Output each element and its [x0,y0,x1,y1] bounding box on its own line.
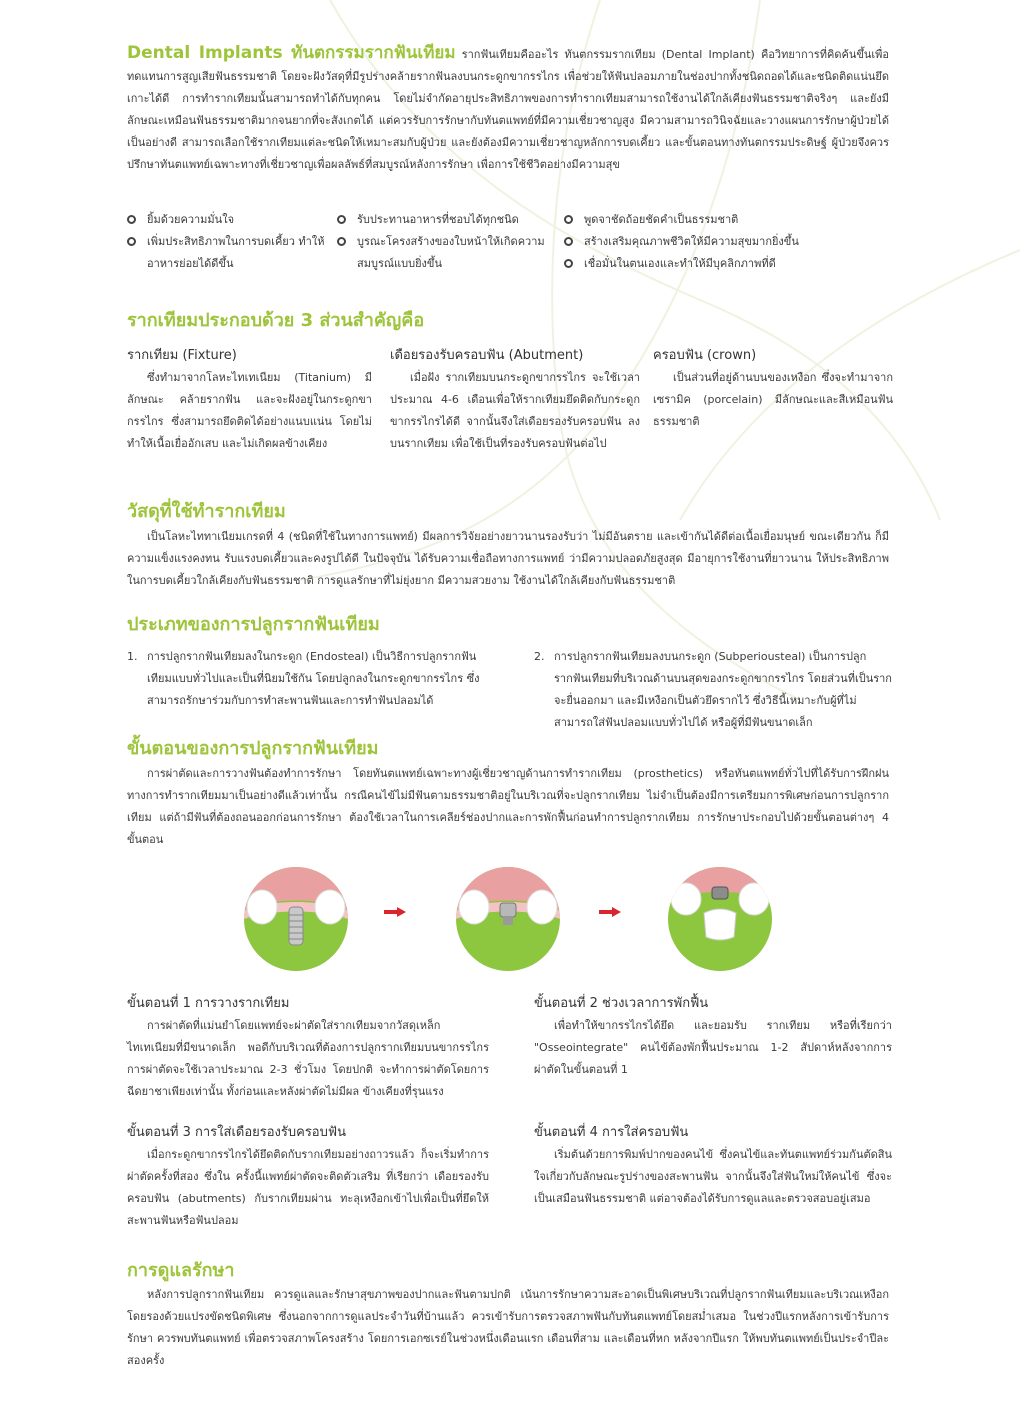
item-number: 2. [534,650,545,663]
item-number: 1. [127,650,138,663]
arrow-right-icon [384,907,406,917]
step-title: ขั้นตอนที่ 1 การวางรากเทียม [127,996,290,1011]
step-3 [127,1122,489,1232]
step-text: การผ่าตัดที่แม่นยำโดยแพทย์จะผ่าตัดใส่รากเทียมจากวัสดุเหล็กไทเทเนียมที่มีขนาดเล็ก พอดีกับบริเวณที่ต้องการปลูกรากเทียมบนขากรรไกร การผ่าตัดจะใช้เวลาประมาณ 2-3 ชั่วโมง โดยปกติ จะทำการผ่าตัดโดยการฉีดยาชาเพียงเท่านั้น ทั้งก่อนและหลังผ่าตัดไม่มีผล ข้างเคียงที่รุนแรง [127,1019,489,1098]
procedure-text: การผ่าตัดและการวางฟันต้องทำการรักษา โดยทันตแพทย์เฉพาะทางผู้เชี่ยวชาญด้านการทำรากเทียม (prosthetics) หรือทันตแพทย์ทั่วไปที่ได้รับการฝึกฝนทางการทำรากเทียมมาเป็นอย่างดีแล้วเท่านั้น กรณีคนไข้ไม่มีฟันตามธรรมชาติอยู่ในบริเวณที่จะปลูกรากเทียม ไม่จำเป็นต้องมีการเตรียมการพิเศษก่อนการปลูกรากเทียม แต่ถ้ามีฟันที่ต้องถอนออกก่อนการรักษา ต้องใช้เวลาในการเคลียร์ช่องปากและการพักฟื้นก่อนทำการปลูกรากเทียม การรักษาประกอบไปด้วยขั้นตอนต่างๆ 4 ขั้นตอน [127,767,889,846]
intro-paragraph [127,42,889,176]
bullet-icon [127,237,136,246]
type-item-1 [127,646,487,712]
step-text: เมื่อกระดูกขากรรไกรได้ยึดติดกับรากเทียมอย่างถาวรแล้ว ก็จะเริ่มทำการผ่าตัดครั้งที่สอง ซึ่งใน ครั้งนี้แพทย์ผ่าตัดจะติดตัวเสริม ที่เรียกว่า เดือยรองรับครอบฟัน (abutments) กับรากเทียมผ่าน ทะลุเหงือกเข้าไปเพื่อเป็นที่ยึดให้สะพานฟันหรือฟันปลอม [127,1148,489,1227]
implant-fixture-illustration [244,867,348,971]
list-item: เพิ่มประสิทธิภาพในการบดเคี้ยว ทำให้อาหารย่อยได้ดีขึ้น [127,231,332,275]
component-crown [653,345,893,433]
step-title: ขั้นตอนที่ 4 การใส่ครอบฟัน [534,1125,689,1140]
bullet-icon [564,259,573,268]
step-text: เริ่มต้นด้วยการพิมพ์ปากของคนไข้ ซึ่งคนไข้และทันตแพทย์ร่วมกันตัดสินใจเกี่ยวกับลักษณะรูปร่างของสะพานฟัน จากนั้นจึงใส่ฟันใหม่ให้คนไข้ ซึ่งจะเป็นเสมือนฟันธรรมชาติ แต่อาจต้องได้รับการดูแลและตรวจสอบอยู่เสมอ [534,1148,892,1205]
intro-text: รากฟันเทียมคืออะไร ทันตกรรมรากเทียม (Dental Implant) คือวิทยาการที่คิดค้นขึ้นเพื่อทดแทนการสูญเสียฟันธรรมชาติ โดยจะฝังวัสดุที่มีรูปร่างคล้ายรากฟันลงบนกระดูกขากรรไกร เพื่อช่วยให้ฟันปลอมภายในช่องปากทั้งชนิดถอดได้และชนิดติดแน่นยึดเกาะได้ดี การทำรากเทียมนั้นสามารถทำได้กับทุกคน โดยไม่จำกัดอายุประสิทธิภาพของการทำรากเทียมสามารถใช้งานได้ใกล้เคียงฟันธรรมชาติจริงๆ และยังมีลักษณะเหมือนฟันธรรมชาติมากจนยากที่จะสังเกตได้ แต่ควรรับการรักษากับทันตแพทย์ที่มีความเชี่ยวชาญสูง มีความสามารถวินิจฉัยและวางแผนการรักษาผู้ป่วยได้เป็นอย่างดี สามารถเลือกใช้รากเทียมแต่ละชนิดให้เหมาะสมกับผู้ป่วย และยังต้องมีความเชี่ยวชาญหลักการบดเคี้ยว และขั้นตอนทางทันตกรรมประดิษฐ์ ผู้ป่วยจึงควรปรึกษาทันตแพทย์เฉพาะทางที่เชี่ยวชาญเพื่อผลลัพธ์ที่สมบูรณ์หลังการรักษา เพื่อการใช้ชีวิตอย่างมีความสุข [127,48,889,171]
benefits-column-2 [337,209,557,275]
bullet-icon [127,215,136,224]
list-item: ยิ้มด้วยความมั่นใจ [127,209,332,231]
component-text: เป็นส่วนที่อยู่ด้านบนของเหงือก ซึ่งจะทำมาจาก เซรามิค (porcelain) มีลักษณะและสีเหมือนฟันธรรมชาติ [653,371,893,428]
care-text: หลังการปลูกรากฟันเทียม ควรดูแลและรักษาสุขภาพของปากและฟันตามปกติ เน้นการรักษาความสะอาดเป็นพิเศษบริเวณที่ปลูกรากฟันเทียมและบริเวณเหงือก โดยรองด้วยแปรงขัดชนิดพิเศษ ซึ่งนอกจากการดูแลประจำวันที่บ้านแล้ว ควรเข้ารับการตรวจสภาพฟันกับทันตแพทย์โดยสม่ำเสมอ ในช่วงปีแรกหลังการเข้ารับการรักษา ควรพบทันตแพทย์ เพื่อตรวจสภาพโครงสร้าง โดยการเอกซเรย์ในช่วงหนึ่งเดือนแรก เดือนที่สาม และเดือนที่หก หลังจากปีแรก ให้พบทันตแพทย์เป็นประจำปีละสองครั้ง [127,1288,889,1367]
step-title: ขั้นตอนที่ 3 การใส่เดือยรองรับครอบฟัน [127,1125,346,1140]
list-item: เชื่อมั่นในตนเองและทำให้มีบุคลิกภาพที่ดี [564,253,824,275]
care-heading: การดูแลรักษา [127,1260,235,1281]
implant-abutment-illustration [456,867,560,971]
list-item: พูดจาชัดถ้อยชัดคำเป็นธรรมชาติ [564,209,824,231]
bullet-icon [564,237,573,246]
step-text: เพื่อทำให้ขากรรไกรได้ยึด และยอมรับ รากเทียม หรือที่เรียกว่า "Osseointegrate" คนไข้ต้องพักฟื้นประมาณ 1-2 สัปดาห์หลังจากการผ่าตัดในขั้นตอนที่ 1 [534,1019,892,1076]
arrow-right-icon [599,907,621,917]
materials-text: เป็นโลหะไททาเนียมเกรดที่ 4 (ชนิดที่ใช้ในทางการแพทย์) มีผลการวิจัยอย่างยาวนานรองรับว่า ไม่มีอันตราย และเข้ากันได้ดีต่อเนื้อเยื่อมนุษย์ ขณะเดียวกัน ก็มีความแข็งแรงคงทน รับแรงบดเคี้ยวและคงรูปได้ดี ในปัจจุบัน ได้รับความเชื่อถือทางการแพทย์ ว่ามีความปลอดภัยสูงสุด มีอายุการใช้งานที่ยาวนาน ให้ประสิทธิภาพในการบดเคี้ยวใกล้เคียงกับฟันธรรมชาติ การดูแลรักษาที่ไม่ยุ่งยาก มีความสวยงาม ใช้งานได้ใกล้เคียงกับฟันธรรมชาติ [127,530,889,587]
list-item: บูรณะโครงสร้างของใบหน้าให้เกิดความสมบูรณ์แบบยิ่งขึ้น [337,231,557,275]
component-text: ซึ่งทำมาจากโลหะไทเทเนียม (Titanium) มีลักษณะ คล้ายรากฟัน และจะฝังอยู่ในกระดูกขากรรไกร ซึ่งสามารถยึดติดได้อย่างแนบแน่น โดยไม่ทำให้เนื้อเยื่ออักเสบ และไม่เกิดผลข้างเคียง [127,371,372,450]
step-title: ขั้นตอนที่ 2 ช่วงเวลาการพักฟื้น [534,996,709,1011]
bullet-icon [337,237,346,246]
bullet-icon [564,215,573,224]
step-4 [534,1122,892,1210]
components-heading: รากเทียมประกอบด้วย 3 ส่วนสำคัญคือ [127,310,425,331]
component-title: รากเทียม (Fixture) [127,348,237,363]
procedure-heading: ขั้นตอนของการปลูกรากฟันเทียม [127,738,379,759]
step-2 [534,993,892,1081]
item-text: การปลูกรากฟันเทียมลงในกระดูก (Endosteal) เป็นวิธีการปลูกรากฟันเทียมแบบทั่วไปและเป็นที่นิยมใช้กัน โดยปลูกลงในกระดูกขากรรไกร ซึ่งสามารถรักษาร่วมกับการทำสะพานฟันและการทำฟันปลอมได้ [147,650,480,707]
component-text: เมื่อฝัง รากเทียมบนกระดูกขากรรไกร จะใช้เวลาประมาณ 4-6 เดือนเพื่อให้รากเทียมยึดติดกับกระดูกขากรรไกรได้ดี จากนั้นจึงใส่เดือยรองรับครอบฟัน ลงบนรากเทียม เพื่อใช้เป็นที่รองรับครอบฟันต่อไป [390,371,640,450]
types-heading: ประเภทของการปลูกรากฟันเทียม [127,614,380,635]
list-item: สร้างเสริมคุณภาพชีวิตให้มีความสุขมากยิ่งขึ้น [564,231,824,253]
component-title: ครอบฟัน (crown) [653,348,757,363]
component-fixture [127,345,372,455]
benefits-column-1 [127,209,332,275]
benefits-column-3 [564,209,824,275]
materials-heading: วัสดุที่ใช้ทำรากเทียม [127,501,286,522]
bullet-icon [337,215,346,224]
page-title: Dental Implants ทันตกรรมรากฟันเทียม [127,43,456,63]
step-1 [127,993,489,1103]
item-text: การปลูกรากฟันเทียมลงบนกระดูก (Subperiousteal) เป็นการปลูกรากฟันเทียมที่บริเวณด้านบนสุดของกระดูกขากรรไกร โดยส่วนที่เป็นรากจะยื่นออกมา และมีเหงือกเป็นตัวยึดรากไว้ ซึ่งวิธีนี้เหมาะกับผู้ที่ไม่สามารถใส่ฟันปลอมแบบทั่วไปได้ หรือผู้ที่มีฟันขนาดเล็ก [554,650,892,729]
implant-crown-illustration [668,867,772,971]
type-item-2 [534,646,892,734]
component-abutment [390,345,640,455]
component-title: เดือยรองรับครอบฟัน (Abutment) [390,348,584,363]
list-item: รับประทานอาหารที่ชอบได้ทุกชนิด [337,209,557,231]
